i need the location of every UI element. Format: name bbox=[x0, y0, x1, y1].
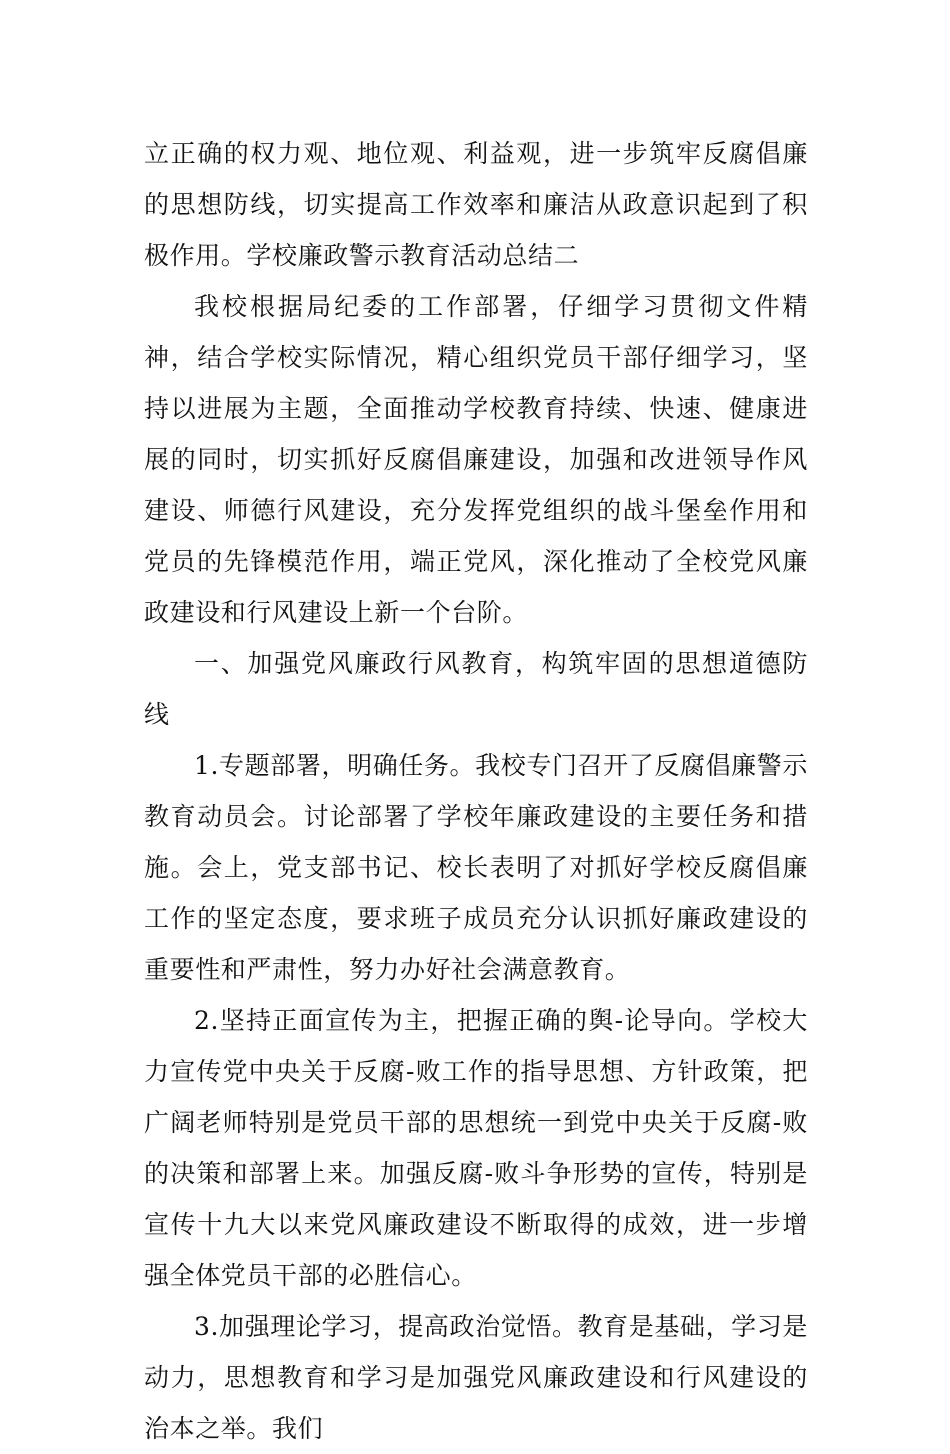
paragraph-item-2: 2.坚持正面宣传为主，把握正确的舆-论导向。学校大力宣传党中央关于反腐-败工作的指导思想、方针政策，把广阔老师特别是党员干部的思想统一到党中央关于反腐-败的决策和部署上来。加强反腐-败斗争形势的宣传，特别是宣传十九大以来党风廉政建设不断取得的成效，进一步增强全体党员干部的必胜信心。 bbox=[144, 1006, 808, 1290]
paragraph-item-3: 3.加强理论学习，提高政治觉悟。教育是基础，学习是动力，思想教育和学习是加强党风廉政建设和行风建设的治本之举。我们 bbox=[144, 1312, 808, 1443]
paragraph-continuation: 立正确的权力观、地位观、利益观，进一步筑牢反腐倡廉的思想防线，切实提高工作效率和廉洁从政意识起到了积极作用。学校廉政警示教育活动总结二 bbox=[144, 139, 808, 270]
document-body bbox=[144, 128, 808, 1454]
paragraph-intro: 我校根据局纪委的工作部署，仔细学习贯彻文件精神，结合学校实际情况，精心组织党员干部仔细学习，坚持以进展为主题，全面推动学校教育持续、快速、健康进展的同时，切实抓好反腐倡廉建设，加强和改进领导作风建设、师德行风建设，充分发挥党组织的战斗堡垒作用和党员的先锋模范作用，端正党风，深化推动了全校党风廉政建设和行风建设上新一个台阶。 bbox=[144, 292, 808, 627]
paragraph-item-1: 1.专题部署，明确任务。我校专门召开了反腐倡廉警示教育动员会。讨论部署了学校年廉政建设的主要任务和措施。会上，党支部书记、校长表明了对抓好学校反腐倡廉工作的坚定态度，要求班子成员充分认识抓好廉政建设的重要性和严肃性，努力办好社会满意教育。 bbox=[144, 751, 808, 984]
section-heading-1: 一、加强党风廉政行风教育，构筑牢固的思想道德防线 bbox=[144, 649, 808, 729]
